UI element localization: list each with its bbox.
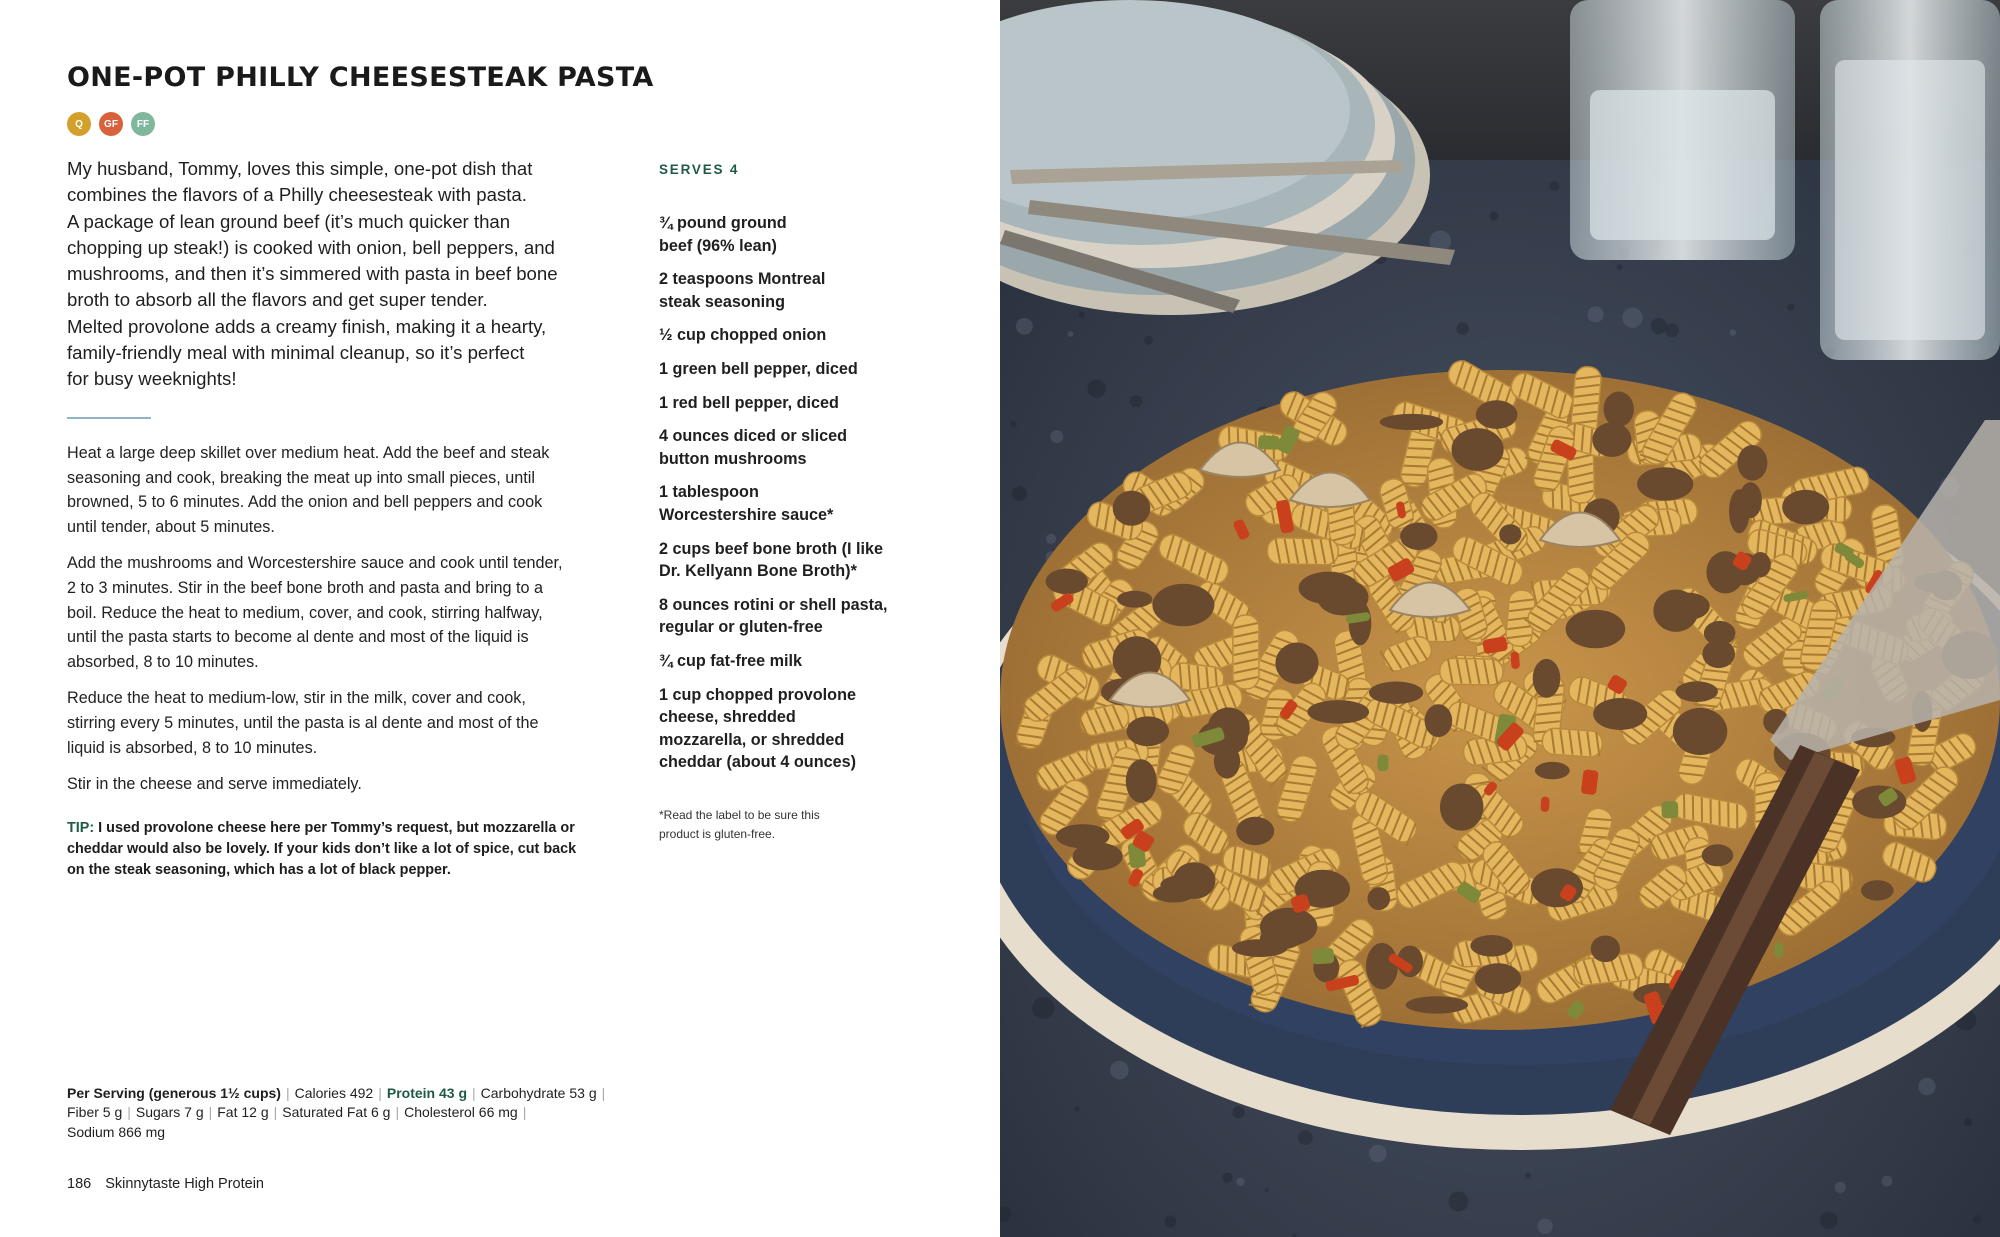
method-step: Stir in the cheese and serve immediately. — [67, 775, 362, 794]
nutrition-sodium: Sodium 866 mg — [67, 1123, 166, 1140]
recipe-title: ONE-POT PHILLY CHEESESTEAK PASTA — [67, 62, 654, 93]
ingredient-item: 1 red bell pepper, diced — [659, 393, 839, 412]
nutrition-sugars: Sugars 7 g — [135, 1104, 204, 1121]
ingredient-item: ¾ cup fat-free milk — [659, 651, 803, 670]
nutrition-carbohydrate: Carbohydrate 53 g — [480, 1085, 597, 1101]
ingredient-item: 8 ounces rotini or shell pasta, regular or gluten-free — [659, 595, 888, 637]
ingredient-item: ¾ pound ground beef (96% lean) — [659, 214, 787, 255]
method-step: Add the mushrooms and Worcestershire sauce and cook until tender, 2 to 3 minutes. Stir in the beef bone broth and pasta and bring to a boil. Reduce the heat to medium, cover, and cook, stirring halfway, until the pasta starts to become al dente and most of the liquid is absorbed, 8 to 10 minutes. — [67, 554, 563, 671]
tip-text: I used provolone cheese here per Tommy’s request, but mozzarella or cheddar would also be lovely. If your kids don’t like a lot of spice, cut back on the steak seasoning, which has a lot of black pepper. — [67, 820, 577, 878]
water-glass — [1820, 0, 2000, 360]
gluten-free-footnote: *Read the label to be sure this product is gluten-free. — [659, 808, 820, 841]
ingredient-item: 1 tablespoon Worcestershire sauce* — [659, 483, 834, 524]
method-step: Heat a large deep skillet over medium heat. Add the beef and steak seasoning and cook, breaking the meat up into small pieces, until browned, 5 to 6 minutes. Add the onion and bell peppers and cook until tender, about 5 minutes. — [67, 444, 550, 536]
separator: | — [127, 1104, 131, 1121]
nutrition-serving: Per Serving (generous 1½ cups) — [67, 1085, 281, 1101]
recipe-tip — [67, 818, 607, 881]
photo-illustration — [1000, 0, 2000, 1237]
diet-badges — [67, 112, 155, 136]
freezer-friendly-badge: FF — [131, 112, 155, 136]
method-step: Reduce the heat to medium-low, stir in the milk, cover and cook, stirring every 5 minutes, until the pasta is al dente and most of the liquid is absorbed, 8 to 10 minutes. — [67, 689, 539, 757]
separator: | — [273, 1104, 278, 1121]
ingredient-item: 2 cups beef bone broth (I like Dr. Kellyann Bone Broth)* — [659, 539, 883, 581]
ingredient-item: 4 ounces diced or sliced button mushrooms — [659, 427, 848, 468]
ingredient-item: 2 teaspoons Montreal steak seasoning — [659, 270, 826, 311]
serves-heading: SERVES 4 — [659, 162, 740, 177]
tip-label: TIP: — [67, 820, 95, 836]
page-footer — [67, 1176, 264, 1192]
separator: | — [285, 1085, 290, 1101]
pasta-dish-photo — [1000, 0, 2000, 1237]
separator: | — [601, 1085, 606, 1101]
book-title: Skinnytaste High Protein — [105, 1176, 264, 1192]
separator: | — [472, 1085, 476, 1101]
nutrition-fat: Fat 12 g — [217, 1104, 269, 1121]
nutrition-calories: Calories 492 — [294, 1085, 374, 1101]
separator: | — [395, 1104, 400, 1121]
nutrition-facts — [67, 1084, 667, 1142]
separator: | — [208, 1104, 213, 1121]
separator: | — [522, 1104, 527, 1121]
nutrition-protein: Protein 43 g — [386, 1085, 467, 1101]
ingredient-item: 1 green bell pepper, diced — [659, 359, 858, 378]
nutrition-fiber: Fiber 5 g — [67, 1104, 123, 1121]
page-number: 186 — [67, 1176, 92, 1192]
nutrition-saturated-fat: Saturated Fat 6 g — [282, 1104, 391, 1121]
ingredient-list — [659, 212, 909, 785]
quick-badge: Q — [67, 112, 91, 136]
nutrition-cholesterol: Cholesterol 66 mg — [404, 1104, 518, 1121]
ingredient-item: ½ cup chopped onion — [659, 326, 827, 345]
section-divider — [67, 417, 151, 419]
recipe-intro: My husband, Tommy, loves this simple, one-pot dish that combines the flavors of a Philly cheesesteak with pasta. A package of lean ground beef (it’s much quicker than chopping up steak!) is cooked with onion, bell peppers, and mushrooms, and then it’s simmered with pasta in beef bone broth to absorb all the flavors and get super tender. Melted provolone adds a creamy finish, making it a hearty, family-friendly meal with minimal cleanup, so it’s perfect for busy weeknights! — [67, 158, 558, 390]
separator: | — [378, 1085, 382, 1101]
gluten-free-badge: GF — [99, 112, 123, 136]
method-steps — [67, 441, 612, 809]
water-glass — [1570, 0, 1795, 260]
ingredient-item: 1 cup chopped provolone cheese, shredded mozzarella, or shredded cheddar (about 4 ounces) — [659, 685, 856, 772]
